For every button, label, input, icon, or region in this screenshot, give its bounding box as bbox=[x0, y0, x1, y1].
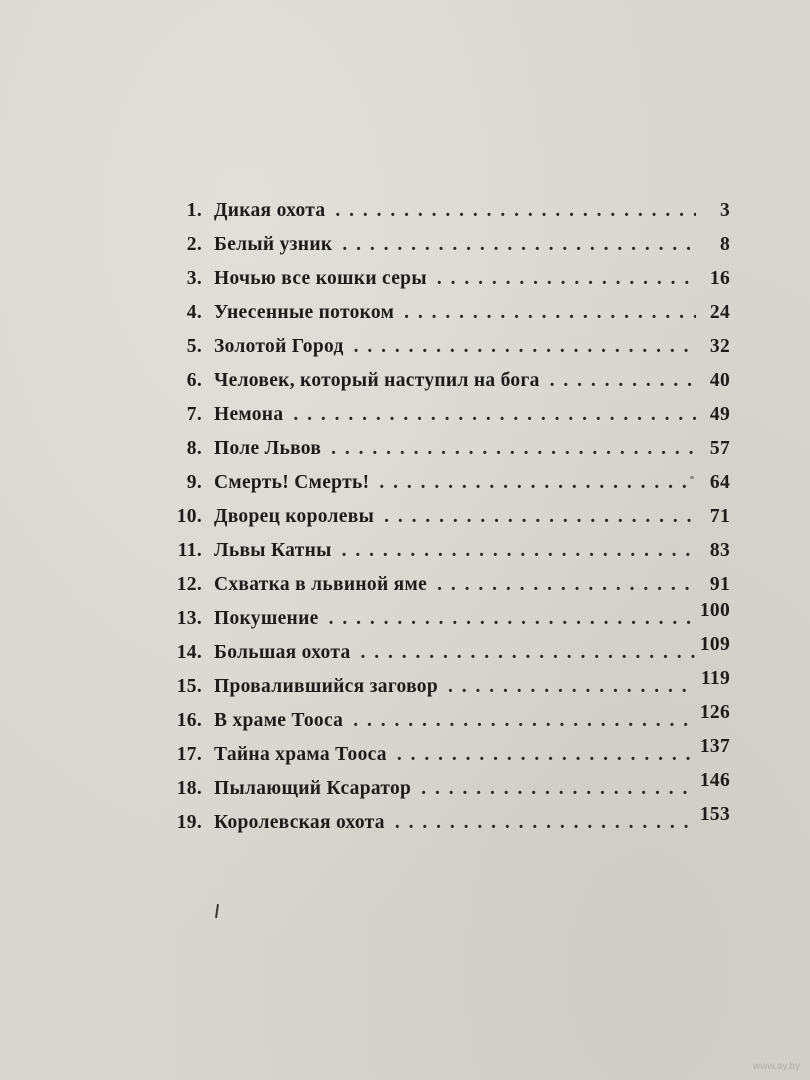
toc-entry bbox=[150, 438, 730, 472]
dot-leader bbox=[437, 574, 696, 596]
toc-entry bbox=[150, 200, 730, 234]
chapter-title: Тайна храма Тооса bbox=[214, 744, 387, 765]
dot-leader bbox=[354, 336, 696, 358]
page-number: 16 bbox=[709, 268, 730, 289]
dot-leader bbox=[421, 778, 696, 800]
dot-leader bbox=[331, 438, 696, 460]
toc-entry bbox=[150, 404, 730, 438]
toc-entry bbox=[150, 574, 730, 608]
page-number: 24 bbox=[709, 302, 730, 323]
chapter-title: Ночью все кошки серы bbox=[214, 268, 427, 289]
chapter-number: 14. bbox=[176, 642, 202, 663]
toc-entry bbox=[150, 370, 730, 404]
chapter-title: Смерть! Смерть! bbox=[214, 472, 370, 493]
page-number: 8 bbox=[719, 234, 730, 255]
toc-entry bbox=[150, 336, 730, 370]
chapter-number: 12. bbox=[176, 574, 202, 595]
page-number: 119 bbox=[700, 668, 730, 689]
page-number: 32 bbox=[709, 336, 730, 357]
chapter-number: 1. bbox=[186, 200, 202, 221]
toc-entry bbox=[150, 506, 730, 540]
chapter-number: 16. bbox=[176, 710, 202, 731]
chapter-title: В храме Тооса bbox=[214, 710, 344, 731]
toc-entry bbox=[150, 668, 730, 710]
toc-entry bbox=[150, 600, 730, 642]
chapter-title: Пылающий Ксаратор bbox=[214, 778, 412, 799]
chapter-title: Золотой Город bbox=[214, 336, 344, 357]
chapter-title: Унесенные потоком bbox=[214, 302, 395, 323]
chapter-number: 18. bbox=[176, 778, 202, 799]
chapter-title: Королевская охота bbox=[214, 812, 385, 833]
chapter-title: Человек, который наступил на бога bbox=[214, 370, 540, 391]
chapter-number: 9. bbox=[186, 472, 202, 493]
toc-entry bbox=[150, 804, 730, 846]
dot-leader bbox=[353, 710, 696, 732]
chapter-number: 11. bbox=[177, 540, 202, 561]
page-number: 126 bbox=[699, 702, 730, 723]
chapter-title: Покушение bbox=[214, 608, 319, 629]
dot-leader bbox=[395, 812, 696, 834]
page-number: 3 bbox=[719, 200, 730, 221]
chapter-number: 7. bbox=[186, 404, 202, 425]
chapter-number: 6. bbox=[186, 370, 202, 391]
page-number: 83 bbox=[709, 540, 730, 561]
dot-leader bbox=[404, 302, 696, 324]
chapter-number: 13. bbox=[176, 608, 202, 629]
toc-entry bbox=[150, 540, 730, 574]
chapter-title: Поле Львов bbox=[214, 438, 322, 459]
ink-mark bbox=[215, 904, 219, 918]
chapter-number: 17. bbox=[176, 744, 202, 765]
table-of-contents bbox=[150, 200, 730, 846]
page-number: 146 bbox=[699, 770, 730, 791]
dot-leader bbox=[379, 472, 696, 494]
site-watermark: www.ay.by bbox=[752, 1061, 800, 1072]
page-number: 64 bbox=[709, 472, 730, 493]
page-number: 49 bbox=[709, 404, 730, 425]
toc-entry bbox=[150, 736, 730, 778]
page-number: 100 bbox=[699, 600, 730, 621]
chapter-number: 5. bbox=[186, 336, 202, 357]
dot-leader bbox=[293, 404, 696, 426]
chapter-title: Схватка в львиной яме bbox=[214, 574, 428, 595]
toc-entry bbox=[150, 234, 730, 268]
page-number: 137 bbox=[699, 736, 730, 757]
chapter-title: Белый узник bbox=[214, 234, 333, 255]
page-number: 71 bbox=[709, 506, 730, 527]
chapter-number: 3. bbox=[186, 268, 202, 289]
dot-leader bbox=[397, 744, 696, 766]
toc-entry bbox=[150, 302, 730, 336]
page-number: 91 bbox=[709, 574, 730, 595]
dot-leader bbox=[448, 676, 696, 698]
chapter-number: 10. bbox=[176, 506, 202, 527]
chapter-title: Дворец королевы bbox=[214, 506, 375, 527]
toc-entry bbox=[150, 268, 730, 302]
chapter-title: Львы Катны bbox=[214, 540, 332, 561]
chapter-title: Немона bbox=[214, 404, 284, 425]
toc-entry bbox=[150, 702, 730, 744]
page-number: 40 bbox=[709, 370, 730, 391]
dot-leader bbox=[329, 608, 696, 630]
dot-leader bbox=[550, 370, 696, 392]
dot-leader bbox=[342, 234, 696, 256]
chapter-number: 15. bbox=[176, 676, 202, 697]
page-number: 57 bbox=[709, 438, 730, 459]
chapter-title: Провалившийся заговор bbox=[214, 676, 438, 697]
chapter-number: 8. bbox=[186, 438, 202, 459]
page-number: 153 bbox=[699, 804, 730, 825]
chapter-title: Дикая охота bbox=[214, 200, 326, 221]
toc-entry bbox=[150, 634, 730, 676]
dot-leader bbox=[335, 200, 696, 222]
dot-leader bbox=[384, 506, 696, 528]
dot-leader bbox=[437, 268, 696, 290]
chapter-title: Большая охота bbox=[214, 642, 351, 663]
page-number: 109 bbox=[699, 634, 730, 655]
dot-leader bbox=[361, 642, 696, 664]
chapter-number: 4. bbox=[186, 302, 202, 323]
toc-entry bbox=[150, 770, 730, 812]
paper-speck bbox=[690, 476, 694, 479]
chapter-number: 2. bbox=[186, 234, 202, 255]
toc-entry bbox=[150, 472, 730, 506]
chapter-number: 19. bbox=[176, 812, 202, 833]
dot-leader bbox=[342, 540, 696, 562]
